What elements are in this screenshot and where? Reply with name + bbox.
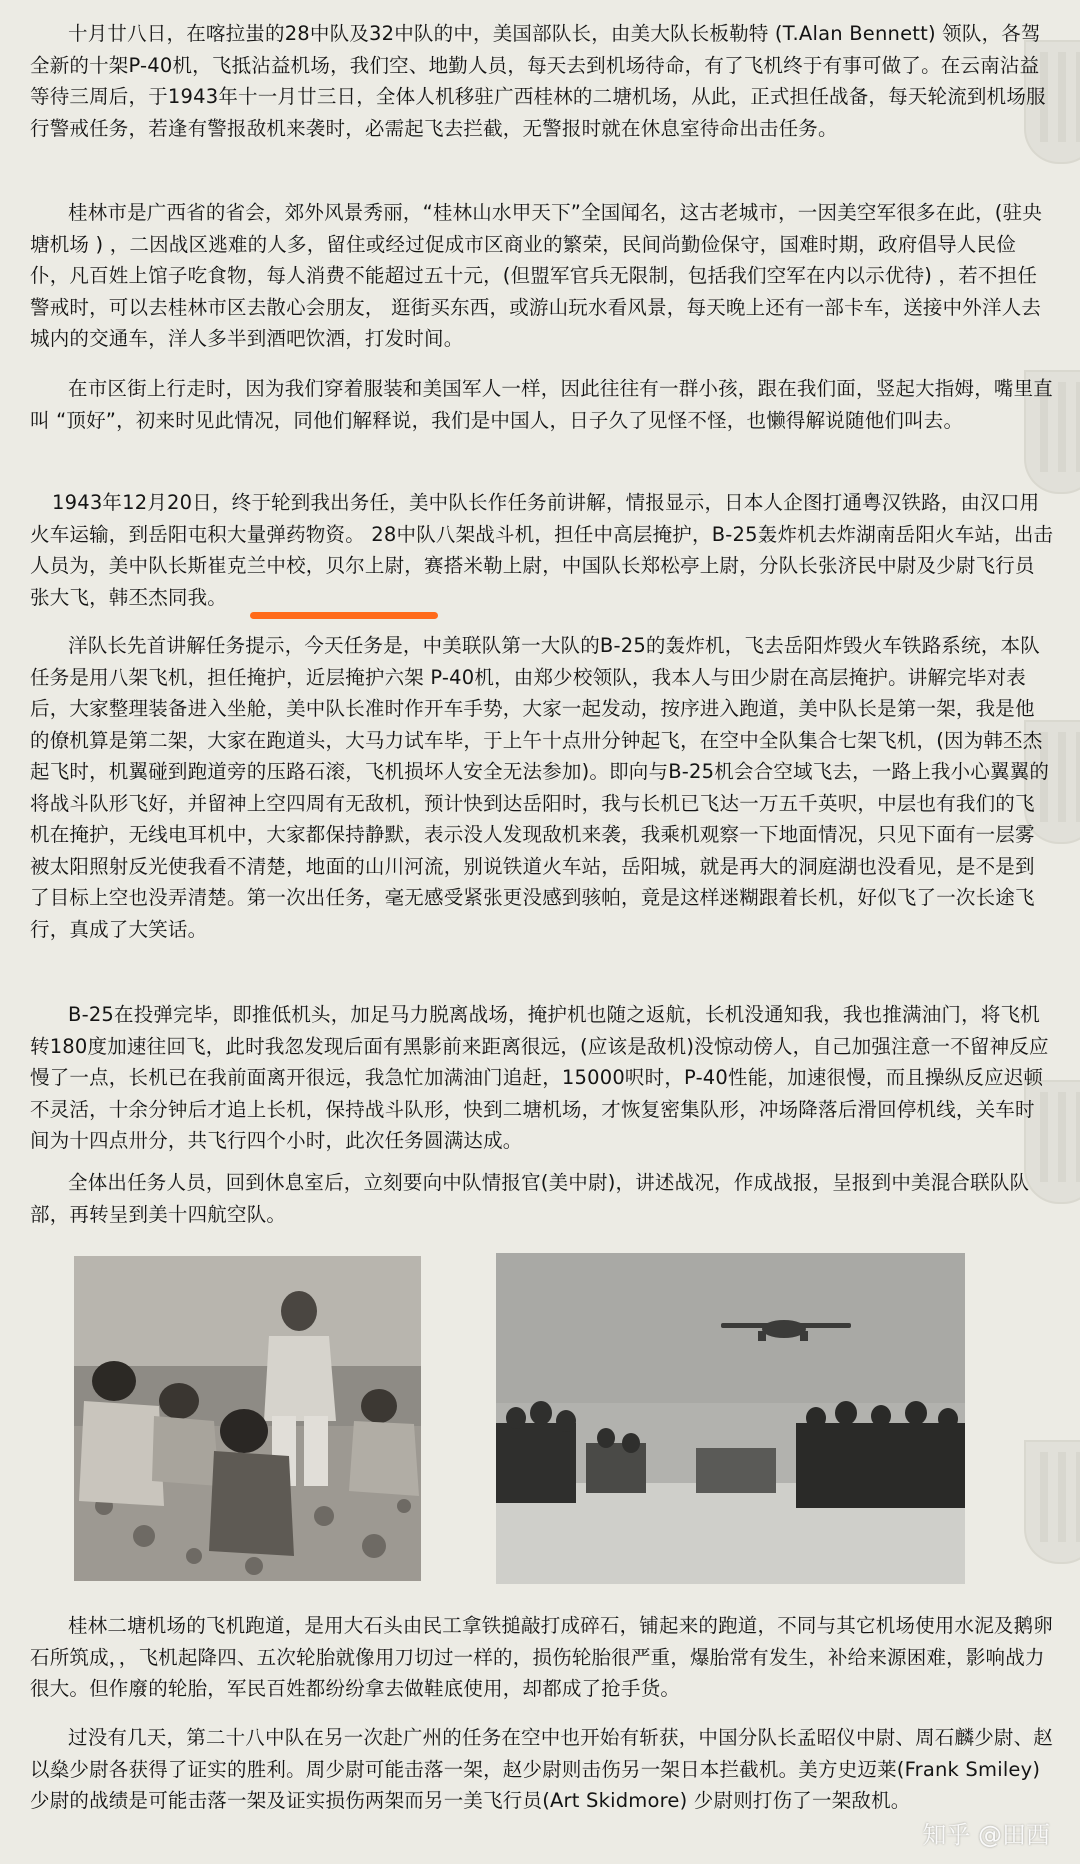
photo-plane-over-crowd xyxy=(496,1253,965,1584)
zhihu-watermark: 知乎 @田西 xyxy=(922,1821,1050,1849)
emblem-watermark-icon xyxy=(1024,1440,1080,1564)
orange-underline-highlight xyxy=(250,612,438,619)
photo-workers-breaking-stones xyxy=(74,1256,421,1581)
paragraph: 1943年12月20日，终于轮到我出务任，美中队长作任务前讲解，情报显示，日本人企图打通粤汉铁路，由汉口用火车运输，到岳阳屯积大量弹药物资。 28中队八架战斗机，担任中高层掩护，B-25轰炸机去炸湖南岳阳火车站，出击人员为，美中队长斯崔克兰中校，贝尔上尉，赛搭米勒上尉，中国队长郑松亭上尉，分队长张济民中尉及少尉飞行员张大飞，韩丕杰同我。 xyxy=(30,491,1054,609)
paragraph: B-25在投弹完毕，即推低机头，加足马力脱离战场，掩护机也随之返航，长机没通知我，我也推满油门，将飞机转180度加速往回飞，此时我忽发现后面有黑影前来距离很远，(应该是敌机)没惊动傍人，自己加强注意一不留神反应慢了一点，长机已在我前面离开很远，我急忙加满油门追赶，15000呎时，P-40性能，加速很慢，而且操纵反应迟顿不灵活，十余分钟后才追上长机，保持战斗队形，快到二塘机场，才恢复密集队形，冲场降落后滑回停机线，关车时间为十四点卅分，共飞行四个小时，此次任务圆满达成。 xyxy=(30,1003,1049,1152)
paragraph: 全体出任务人员，回到休息室后，立刻要向中队情报官(美中尉)，讲述战况，作成战报，呈报到中美混合联队队部，再转呈到美十四航空队。 xyxy=(30,1171,1030,1226)
paragraph: 桂林二塘机场的飞机跑道，是用大石头由民工拿铁搥敲打成碎石，铺起来的跑道，不同与其它机场使用水泥及鹅卵石所筑成，，飞机起降四、五次轮胎就像用刀切过一样的，损伤轮胎很严重，爆胎常有发生，补给来源困难，影响战力很大。但作廢的轮胎，军民百姓都纷纷拿去做鞋底使用，却都成了抢手货。 xyxy=(30,1614,1054,1700)
paragraph: 过没有几天，第二十八中队在另一次赴广州的任务在空中也开始有斩获，中国分队长孟昭仪中尉、周石麟少尉、赵以燊少尉各获得了证实的胜利。周少尉可能击落一架，赵少尉则击伤另一架日本拦截机。美方史迈莱(Frank Smiley) 少尉的战绩是可能击落一架及证实损伤两架而另一美飞行员(Art Skidmore) 少尉则打伤了一架敌机。 xyxy=(30,1726,1054,1812)
paragraph: 在市区街上行走时，因为我们穿着服装和美国军人一样，因此往往有一群小孩，跟在我们面，竖起大指姆，嘴里直叫 “顶好”，初来时见此情况，同他们解释说，我们是中国人，日子久了见怪不怪，也懒得解说随他们叫去。 xyxy=(30,377,1054,432)
paragraph: 洋队长先首讲解任务提示，今天任务是，中美联队第一大队的B-25的轰炸机，飞去岳阳炸毁火车铁路系统，本队任务是用八架飞机，担任掩护，近层掩护六架 P-40机，由郑少校领队，我本人与田少尉在高层掩护。讲解完毕对表后，大家整理装备进入坐舱，美中队长准时作开车手势，大家一起发动，按序进入跑道，美中队长是第一架，我是他的僚机算是第二架，大家在跑道头，大马力试车毕，于上午十点卅分钟起飞，在空中全队集合七架飞机，(因为韩丕杰起飞时，机翼碰到跑道旁的压路石滚，飞机损坏人安全无法参加)。即向与B-25机会合空域飞去，一路上我小心翼翼的将战斗队形飞好，并留神上空四周有无敌机，预计快到达岳阳时，我与长机已飞达一万五千英呎，中层也有我们的飞机在掩护，无线电耳机中，大家都保持静默，表示没人发现敌机来袭，我乘机观察一下地面情况，只见下面有一层雾被太阳照射反光使我看不清楚，地面的山川河流，别说铁道火车站，岳阳城，就是再大的洞庭湖也没看见，是不是到了目标上空也没弄清楚。第一次出任务，毫无感受紧张更没感到骇帕，竟是这样迷糊跟着长机，好似飞了一次长途飞行，真成了大笑话。 xyxy=(30,634,1050,941)
paragraph: 桂林市是广西省的省会，郊外风景秀丽，“桂林山水甲天下”全国闻名，这古老城市，一因美空军很多在此，(驻央塘机场 ) ，二因战区逃难的人多，留住或经过促成市区商业的繁荣，民间尚勤俭保守，国难时期，政府倡导人民俭仆，凡百姓上馆子吃食物，每人消费不能超过五十元，(但盟军官兵无限制，包括我们空军在内以示优待) ，若不担任警戒时，可以去桂林市区去散心会朋友， 逛街买东西，或游山玩水看风景，每天晚上还有一部卡车，送接中外洋人去城内的交通车，洋人多半到酒吧饮酒，打发时间。 xyxy=(30,201,1043,350)
paragraph: 十月廿八日，在喀拉蚩的28中队及32中队的中，美国部队长，由美大队长板勒特 (T.Alan Bennett) 领队，各驾全新的十架P-40机，飞抵沾益机场，我们空、地勤人员，每天去到机场待命，有了飞机终于有事可做了。在云南沾益等待三周后，于1943年十一月廿三日，全体人机移驻广西桂林的二塘机场，从此，正式担任战备，每天轮流到机场服行警戒任务，若逢有警报敌机来袭时，必需起飞去拦截，无警报时就在休息室待命出击任务。 xyxy=(30,22,1046,140)
